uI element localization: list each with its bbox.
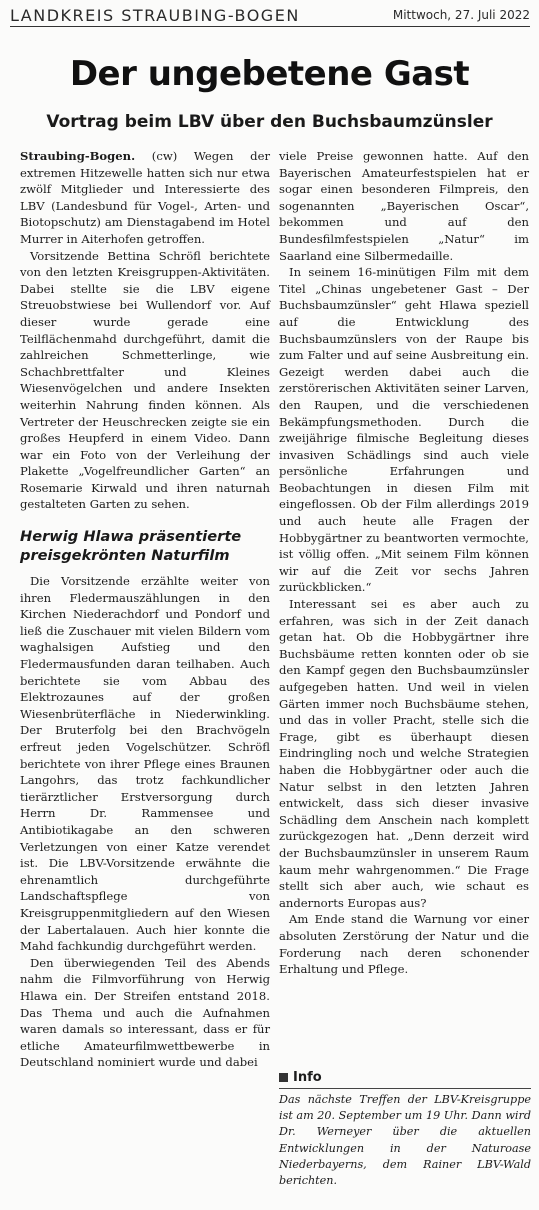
paragraph: Den überwiegenden Teil des Abends nahm die Filmvorführung von Herwig Hlawa ein. Der Streifen entstand 2018. Das Thema und auch die Aufnahmen waren damals so interessant, dass er für etliche Amateurfilmwettbewerbe in Deutschland nominiert wurde und dabei [20, 955, 270, 1070]
lead-text: (cw) Wegen der extremen Hitzewelle hatten sich nur etwa zwölf Mitglieder und Interessierte des LBV (Landesbund für Vogel-, Arten- und Biotopschutz) am Dienstagabend im Hotel Murrer in Aiterhofen getroffen. [20, 149, 270, 246]
paragraph: Vorsitzende Bettina Schröfl berichtete von den letzten Kreisgruppen-Aktivitäten. Dabei stellte sie die LBV eigene Streuobstwiese bei Wullendorf vor. Auf dieser wurde gerade eine Teilflächenmahd durchgeführt, damit die zahlreichen Schmetterlinge, wie Schachbrettfalter und Kleines Wiesenvögelchen und andere Insekten weiterhin Nahrung finden können. Als Vertreter der Heuschrecken zeigte sie ein großes Heupferd in einem Video. Dann war ein Foto von der Verleihung der Plakette „Vogelfreundlicher Garten“ an Rosemarie Kirwald und ihren naturnah gestalteten Garten zu sehen. [20, 248, 270, 512]
info-box [279, 1070, 531, 1189]
paragraph: viele Preise gewonnen hatte. Auf den Bayerischen Amateurfestspielen hat er sogar einen besonderen Filmpreis, den sogenannten „Bayerischen Oscar“, bekommen und auf den Bundesfilmfestspielen „Natur“ im Saarland eine Silbermedaille. [279, 149, 529, 263]
issue-date: Mittwoch, 27. Juli 2022 [392, 8, 530, 22]
info-heading [279, 1070, 531, 1085]
paragraph: Die Vorsitzende erzählte weiter von ihren Fledermauszählungen in den Kirchen Niederachdorf und Pondorf und ließ die Zuschauer mit vielen Bildern vom waghalsigen Aufstieg und den Fledermausfunden daran teilhaben. Auch berichtete sie vom Abbau des Elektrozaunes auf der großen Wiesenbrüterfläche in Niederwinkling. Der Bruterfolg bei den Brachvögeln erfreut jeden Vogelschützer. Schröfl berichtete von ihrer Pflege eines Braunen Langohrs, das trotz fachkundlicher tierärztlicher Erstversorgung durch Herrn Dr. Rammensee und Antibiotikagabe an den schweren Verletzungen von einer Katze verendet ist. Die LBV-Vorsitzende erwähnte die ehrenamtlich durchgeführte Landschaftspflege von Kreisgruppenmitgliedern auf den Wiesen der Labertalauen. Auch hier konnte die Mahd fachkundig durchgeführt werden. [20, 574, 270, 954]
article-title: Der ungebetene Gast [69, 54, 470, 94]
article-subtitle: Vortrag beim LBV über den Buchsbaumzünsler [46, 112, 493, 132]
crosshead: Herwig Hlawa präsentierte preisgekrönten Naturfilm [20, 528, 242, 565]
info-label: Info [293, 1070, 322, 1085]
square-icon [279, 1073, 288, 1082]
page-header [10, 4, 530, 27]
right-column [279, 148, 529, 978]
paragraph: In seinem 16-minütigen Film mit dem Titel „Chinas ungebetener Gast – Der Buchsbaumzünsler“ geht Hlawa speziell auf die Entwicklung des Buchsbaumzünslers von der Raupe bis zum Falter und auf seine Ausbreitung ein. Gezeigt werden dabei auch die zerstörerischen Aktivitäten seiner Larven, den Raupen, und die verschiedenen Bekämpfungsmethoden. Durch die zweijährige filmische Begleitung dieses invasiven Schädlings sind auch viele persönliche Erfahrungen und Beobachtungen in diesen Film mit eingeflossen. Ob der Film allerdings 2019 und auch heute alle Fragen der Hobbygärtner zu beantworten vermochte, ist völlig offen. „Mit seinem Film können wir auf die Zeit vor sechs Jahren zurückblicken.“ [279, 265, 529, 595]
paragraph: Am Ende stand die Warnung vor einer absoluten Zerstörung der Natur und die Forderung nach deren schonender Erhaltung und Pflege. [279, 912, 529, 977]
paragraph: Interessant sei es aber auch zu erfahren, was sich in der Zeit danach getan hat. Ob die Hobbygärtner ihre Buchsbäume retten konnten oder ob sie den Kampf gegen den Buchsbaumzünsler aufgegeben hatten. Und weil in vielen Gärten immer noch Buchsbäume stehen, und das in voller Pracht, stelle sich die Frage, gibt es überhaupt diesen Eindringling noch und welche Strategien haben die Hobbygärtner oder auch die Natur selbst in den letzten Jahren entwickelt, dass sich dieser invasive Schädling dem Anschein nach komplett zurückgezogen hat. „Denn derzeit wird der Buchsbaumzünsler in unserem Raum kaum mehr wahrgenommen.“ Die Frage stellt sich aber auch, wie schaut es andernorts Europas aus? [279, 597, 529, 910]
left-column [20, 148, 270, 1071]
info-text: Das nächste Treffen der LBV-Kreisgruppe ist am 20. September um 19 Uhr. Dann wird Dr. Werneyer über die aktuellen Entwicklungen in der Naturoase Niederbayerns, dem Rainer LBV-Wald berichten. [279, 1088, 531, 1189]
dateline: Straubing-Bogen. [20, 149, 136, 163]
region-name: LANDKREIS STRAUBING-BOGEN [10, 6, 300, 25]
lead-paragraph [20, 148, 270, 248]
